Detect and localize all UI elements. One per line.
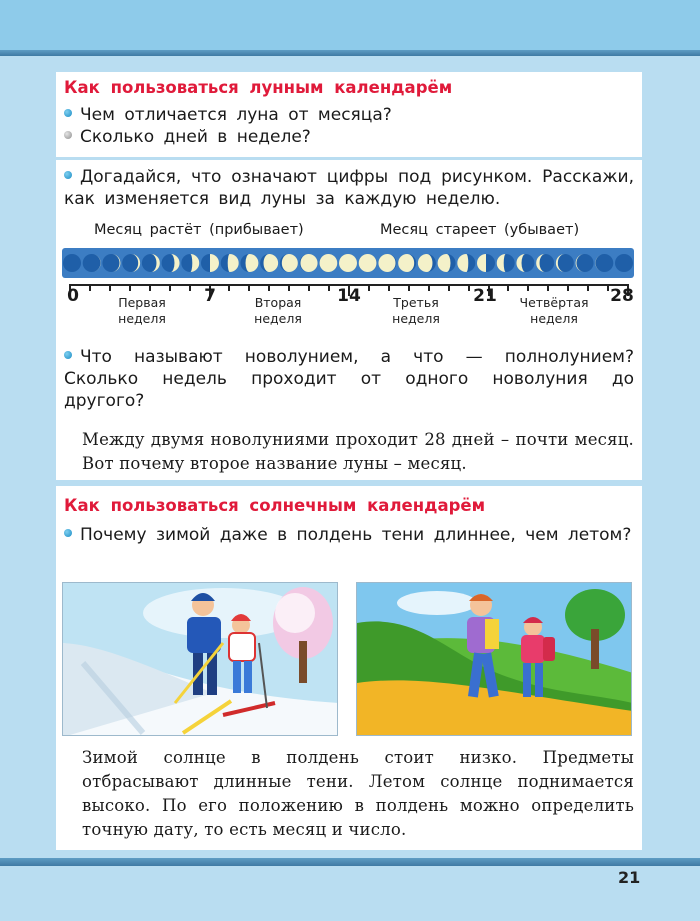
moon-phases-svg bbox=[62, 248, 634, 278]
moon-phases-panel bbox=[56, 160, 642, 480]
moon-phase-14 bbox=[339, 254, 357, 272]
scale-tick bbox=[368, 284, 370, 291]
week-label-2: Вторая неделя bbox=[254, 295, 302, 326]
moon-phase-10 bbox=[260, 254, 278, 272]
scale-tick bbox=[328, 284, 330, 291]
scale-tick bbox=[308, 284, 310, 291]
lunar-calendar-intro-panel bbox=[56, 72, 642, 157]
moon-phase-23 bbox=[516, 254, 534, 272]
moon-phase-11 bbox=[280, 254, 298, 272]
scale-tick bbox=[109, 284, 111, 291]
moon-phase-6 bbox=[181, 254, 199, 272]
day-number-14: 14 bbox=[337, 286, 361, 306]
day-number-7: 7 bbox=[204, 286, 216, 306]
moon-phase-3 bbox=[122, 254, 140, 272]
scale-tick bbox=[448, 284, 450, 291]
moon-phase-17 bbox=[398, 254, 416, 272]
scale-tick bbox=[408, 284, 410, 291]
moon-phase-25 bbox=[556, 254, 574, 272]
grey-bullet-icon bbox=[64, 131, 72, 139]
scale-tick bbox=[189, 284, 191, 291]
day-number-21: 21 bbox=[473, 286, 497, 306]
moon-growing-label: Месяц растёт (прибывает) bbox=[94, 222, 304, 238]
scale-tick bbox=[468, 284, 470, 291]
scale-tick bbox=[228, 284, 230, 291]
week-label-4: Четвёртая неделя bbox=[519, 295, 589, 326]
blue-bullet-icon bbox=[64, 109, 72, 117]
blue-bullet-icon bbox=[64, 529, 72, 537]
moon-phase-19 bbox=[438, 254, 456, 272]
question-new-moon-full-moon: Что называют новолунием, а что — полнолунием? Сколько недель проходит от одного новолуния до другого? bbox=[64, 347, 634, 411]
question-days-in-week: Сколько дней в неделе? bbox=[64, 126, 311, 148]
page-number: 21 bbox=[618, 868, 641, 887]
moon-phase-4 bbox=[142, 254, 160, 272]
moon-phases-bar bbox=[62, 248, 634, 278]
moon-phase-16 bbox=[378, 254, 396, 272]
moon-phase-21 bbox=[477, 254, 495, 272]
moon-phase-0 bbox=[63, 254, 81, 272]
moon-phase-28 bbox=[615, 254, 633, 272]
moon-phase-13 bbox=[319, 254, 337, 272]
scale-tick bbox=[547, 284, 549, 291]
moon-phase-18 bbox=[418, 254, 436, 272]
moon-phase-15 bbox=[359, 254, 377, 272]
moon-phase-9 bbox=[240, 254, 258, 272]
scale-tick bbox=[288, 284, 290, 291]
blue-bullet-icon bbox=[64, 171, 72, 179]
moon-phase-22 bbox=[497, 254, 515, 272]
moon-phase-26 bbox=[576, 254, 594, 272]
moon-phase-7 bbox=[201, 254, 219, 272]
moon-phase-8 bbox=[221, 254, 239, 272]
scale-tick bbox=[428, 284, 430, 291]
task-guess-numbers: Догадайся, что означают цифры под рисунком. Расскажи, как изменяется вид луны за каждую неделю. bbox=[64, 167, 634, 209]
scale-tick bbox=[567, 284, 569, 291]
scale-tick bbox=[169, 284, 171, 291]
summer-hikers-illustration bbox=[356, 582, 632, 736]
section-heading-lunar: Как пользоваться лунным календарём bbox=[64, 78, 453, 97]
section-heading-solar: Как пользоваться солнечным календарём bbox=[64, 496, 486, 515]
bottom-band bbox=[0, 858, 700, 866]
scale-tick bbox=[129, 284, 131, 291]
scale-tick bbox=[527, 284, 529, 291]
scale-tick bbox=[149, 284, 151, 291]
moon-phase-20 bbox=[457, 254, 475, 272]
moon-phase-5 bbox=[162, 254, 180, 272]
moon-phase-24 bbox=[536, 254, 554, 272]
scale-tick bbox=[268, 284, 270, 291]
solar-calendar-panel bbox=[56, 486, 642, 850]
scale-tick bbox=[89, 284, 91, 291]
day-number-0: 0 bbox=[67, 286, 79, 306]
week-label-3: Третья неделя bbox=[392, 295, 440, 326]
solar-explanation-text: Зимой солнце в полдень стоит низко. Предметы отбрасывают длинные тени. Летом солнце поднимается высоко. По его положению в полдень можно определить точную дату, то есть месяц и число. bbox=[82, 748, 634, 839]
question-luna-vs-mesyats: Чем отличается луна от месяца? bbox=[64, 104, 392, 126]
moon-phase-1 bbox=[83, 254, 101, 272]
scale-tick bbox=[607, 284, 609, 291]
blue-bullet-icon bbox=[64, 351, 72, 359]
winter-skiers-illustration bbox=[62, 582, 338, 736]
scale-tick bbox=[587, 284, 589, 291]
scale-tick bbox=[507, 284, 509, 291]
question-winter-shadows: Почему зимой даже в полдень тени длиннее, чем летом? bbox=[64, 524, 634, 546]
moon-phase-2 bbox=[102, 254, 120, 272]
scale-tick bbox=[388, 284, 390, 291]
top-band bbox=[0, 0, 700, 56]
answer-28-days: Между двумя новолуниями проходит 28 дней – почти месяц. Вот почему второе название луны – месяц. bbox=[82, 430, 634, 473]
scale-tick bbox=[248, 284, 250, 291]
day-number-28: 28 bbox=[610, 286, 634, 306]
moon-waning-label: Месяц стареет (убывает) bbox=[380, 222, 580, 238]
moon-phase-12 bbox=[300, 254, 318, 272]
moon-phase-27 bbox=[595, 254, 613, 272]
week-label-1: Первая неделя bbox=[118, 295, 166, 326]
